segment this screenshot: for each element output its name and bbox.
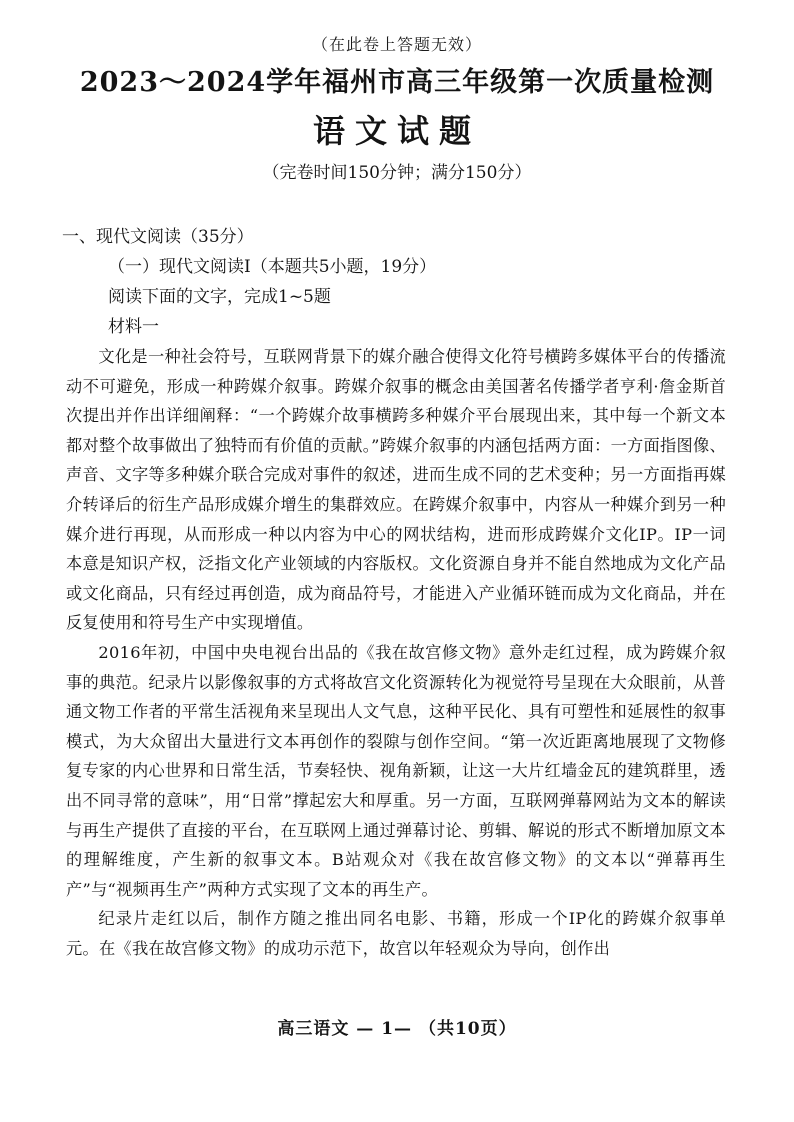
exam-info: （完卷时间150分钟；满分150分） xyxy=(262,163,532,183)
header-note: （在此卷上答题无效） xyxy=(311,35,482,54)
reading-section xyxy=(62,222,726,963)
paragraph-2: 2016年初，中国中央电视台出品的《我在故宫修文物》意外走红过程，成为跨媒介叙事的典范。纪录片以影像叙事的方式将故宫文化资源转化为视觉符号呈现在大众眼前，从普通文物工作者的平常生活视角来呈现出人文气息，这种平民化、具有可塑性和延展性的叙事模式，为大众留出大量进行文本再创作的裂隙与创作空间。“第一次近距离地展现了文物修复专家的内心世界和日常生活，节奏轻快、视角新颖，让这一大片红墙金瓦的建筑群里，透出不同寻常的意味”，用“日常”撑起宏大和厚重。另一方面，互联网弹幕网站为文本的解读与再生产提供了直接的平台，在互联网上通过弹幕讨论、剪辑、解说的形式不断增加原文本的理解维度，产生新的叙事文本。B站观众对《我在故宫修文物》的文本以“弹幕再生产”与“视频再生产”两种方式实现了文本的再生产。 xyxy=(66,642,726,899)
subject-title: 语文试题 xyxy=(312,112,481,150)
reading-instruction: 阅读下面的文字，完成1~5题 xyxy=(108,287,331,307)
paragraph-1: 文化是一种社会符号，互联网背景下的媒介融合使得文化符号横跨多媒体平台的传播流动不可避免，形成一种跨媒介叙事。跨媒介叙事的概念由美国著名传播学者亨利·詹金斯首次提出并作出详细阐释：“一个跨媒介故事横跨多种媒介平台展现出来，其中每一个新文本都对整个故事做出了独特而有价值的贡献。”跨媒介叙事的内涵包括两方面：一方面指图像、声音、文字等多种媒介联合完成对事件的叙述，进而生成不同的艺术变种；另一方面指再媒介转译后的衍生产品形成媒介增生的集群效应。在跨媒介叙事中，内容从一种媒介到另一种媒介进行再现，从而形成一种以内容为中心的网状结构，进而形成跨媒介文化IP。IP一词本意是知识产权，泛指文化产业领域的内容版权。文化资源自身并不能自然地成为文化产品或文化商品，只有经过再创造，成为商品符号，才能进入产业循环链而成为文化商品，并在反复使用和符号生产中实现增值。 xyxy=(66,347,726,633)
material-label: 材料一 xyxy=(108,317,159,337)
subsection-heading: （一）现代文阅读Ⅰ（本题共5小题，19分） xyxy=(108,257,437,277)
paragraph-3: 纪录片走红以后，制作方随之推出同名电影、书籍，形成一个IP化的跨媒介叙事单元。在《我在故宫修文物》的成功示范下，故宫以年轻观众为导向，创作出 xyxy=(66,909,726,958)
exam-title: 2023～2024学年福州市高三年级第一次质量检测 xyxy=(79,67,715,98)
section-heading: 一、现代文阅读（35分） xyxy=(62,227,254,247)
page-footer: 高三语文 — 1— （共10页） xyxy=(277,1019,517,1039)
